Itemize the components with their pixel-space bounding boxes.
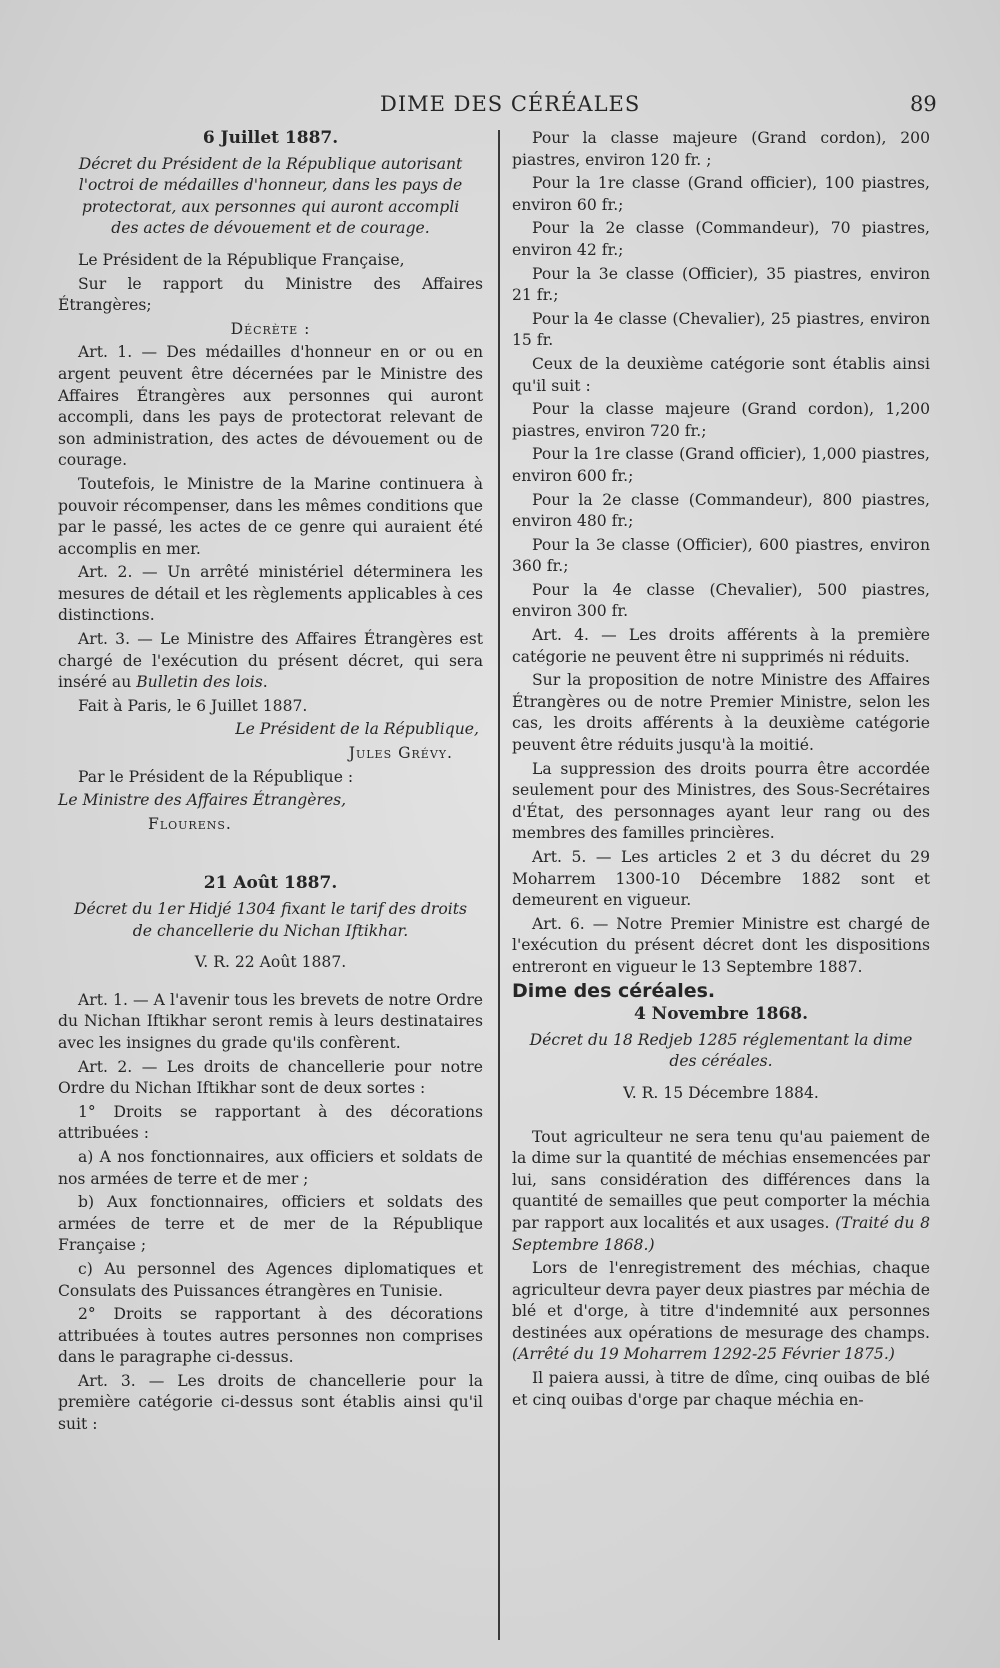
decree-title: Décret du 1er Hidjé 1304 fixant le tarif des droits de chancellerie du Nichan Iftikhar.: [73, 900, 468, 940]
spacer: [58, 976, 483, 990]
decree-title: Décret du 18 Redjeb 1285 réglementant la dime des céréales.: [529, 1030, 913, 1071]
paragraph: [512, 1258, 930, 1366]
article: Art. 1. — Des médailles d'honneur en or ou en argent peuvent être décernées par le Ministre des Affaires Étrangères aux personnes qui auront accompli, dans les pays de protectorat relevant de son administration, des actes de dévouement ou de courage.: [58, 343, 483, 470]
article: Art. 6. — Notre Premier Ministre est chargé de l'exécution du présent décret dont les dispositions entreront en vigueur le 13 Septembre 1887.: [512, 914, 930, 976]
right-column: [512, 128, 930, 1413]
paragraph: Ceux de la deuxième catégorie sont établis ainsi qu'il suit :: [512, 354, 930, 395]
tariff-line: Pour la classe majeure (Grand cordon), 1,200 piastres, environ 720 fr.;: [512, 400, 930, 440]
article-text: Art. 3. — Le Ministre des Affaires Étrangères est chargé de l'exécution du présent décret, qui sera inséré au: [58, 630, 483, 692]
tariff-line: Pour la 4e classe (Chevalier), 500 piastres, environ 300 fr.: [512, 580, 930, 621]
tariff-line: Pour la 2e classe (Commandeur), 800 piastres, environ 480 fr.;: [512, 490, 930, 531]
paragraph: Sur le rapport du Ministre des Affaires Étrangères;: [58, 274, 483, 315]
tariff-line: Pour la classe majeure (Grand cordon), 200 piastres, environ 120 fr. ;: [512, 129, 930, 169]
bulletin-title: Bulletin des lois: [136, 673, 263, 692]
paragraph-text: Lors de l'enregistrement des méchias, chaque agriculteur devra payer deux piastres par méchia de blé et d'orge, à titre d'indemnité aux personnes destinées aux opérations de mesurage des champs.: [512, 1259, 930, 1342]
article-text: .: [262, 673, 268, 692]
running-title: DIME DES CÉRÉALES: [380, 92, 641, 116]
paragraph: [512, 1127, 930, 1257]
paragraph: Par le Président de la République :: [78, 767, 354, 786]
left-column: [58, 128, 483, 1438]
signatory-name: Flourens.: [148, 814, 232, 833]
paragraph: La suppression des droits pourra être accordée seulement pour des Ministres, des Sous-Secrétaires d'État, des personnages ayant leur rang ou des membres des familles princières.: [512, 759, 930, 843]
paragraph: Le Président de la République Française,: [78, 250, 405, 269]
section-title: Dime des céréales.: [512, 979, 716, 1002]
article: Art. 1. — A l'avenir tous les brevets de notre Ordre du Nichan Iftikhar seront remis à leurs destinataires avec les insignes du grade qu'ils confèrent.: [58, 990, 483, 1052]
paragraph: Toutefois, le Ministre de la Marine continuera à pouvoir récompenser, dans les mêmes conditions que par le passé, les actes de ce genre qui auraient été accomplis en mer.: [58, 474, 483, 558]
decree-date: 4 Novembre 1868.: [633, 1004, 809, 1025]
spacer: [512, 1107, 930, 1127]
paragraph: Sur la proposition de notre Ministre des Affaires Étrangères ou de notre Premier Ministre, selon les cas, les droits afférents à la deuxième catégorie peuvent être réduits jusqu'à la moitié.: [512, 671, 930, 755]
article: [58, 629, 483, 694]
tariff-line: Pour la 1re classe (Grand officier), 100 piastres, environ 60 fr.;: [512, 174, 930, 214]
signing-place-date: Fait à Paris, le 6 Juillet 1887.: [78, 696, 308, 715]
article: Art. 3. — Les droits de chancellerie pour la première catégorie ci-dessus sont établis ainsi qu'il suit :: [58, 1371, 483, 1434]
citation: (Arrêté du 19 Moharrem 1292-25 Février 1875.): [512, 1345, 895, 1364]
signatory-role: Le Ministre des Affaires Étrangères,: [58, 791, 347, 810]
paragraph: Il paiera aussi, à titre de dîme, cinq ouibas de blé et cinq ouibas d'orge par chaque méchia en-: [512, 1369, 930, 1409]
citation: (Traité du 8 Septembre 1868.): [512, 1213, 930, 1254]
article: Art. 2. — Les droits de chancellerie pour notre Ordre du Nichan Iftikhar sont de deux sortes :: [58, 1057, 483, 1098]
running-head: [0, 92, 1000, 122]
page-number: 89: [910, 92, 937, 116]
list-item: a) A nos fonctionnaires, aux officiers et soldats de nos armées de terre et de mer ;: [58, 1147, 483, 1188]
decree-title: Décret du Président de la République autorisant l'octroi de médailles d'honneur, dans les pays de protectorat, aux personnes qui auront accompli des actes de dévouement et de courage.: [78, 154, 463, 238]
signatory-name: Jules Grévy.: [348, 744, 453, 763]
list-item: c) Au personnel des Agences diplomatiques et Consulats des Puissances étrangères en Tunisie.: [58, 1259, 483, 1300]
list-item: 1° Droits se rapportant à des décorations attribuées :: [58, 1102, 483, 1143]
list-item: b) Aux fonctionnaires, officiers et soldats des armées de terre et de mer de la République Française ;: [58, 1193, 483, 1255]
reference-line: V. R. 15 Décembre 1884.: [623, 1083, 819, 1102]
article: Art. 2. — Un arrêté ministériel déterminera les mesures de détail et les règlements applicables à ces distinctions.: [58, 563, 483, 625]
tariff-line: Pour la 3e classe (Officier), 600 piastres, environ 360 fr.;: [512, 535, 930, 576]
reference-line: V. R. 22 Août 1887.: [194, 953, 347, 972]
paragraph-text: Tout agriculteur ne sera tenu qu'au paiement de la dime sur la quantité de méchias ensemencées par lui, sans considération des différences dans la quantité de semailles que peut comporter la méchia par rapport aux localités et aux usages.: [512, 1127, 930, 1232]
article: Art. 4. — Les droits afférents à la première catégorie ne peuvent être ni supprimés ni réduits.: [512, 626, 930, 666]
column-divider: [498, 130, 500, 1640]
decrete-heading: Décrète :: [230, 319, 311, 338]
tariff-line: Pour la 4e classe (Chevalier), 25 piastres, environ 15 fr.: [512, 309, 930, 350]
decree-date: 6 Juillet 1887.: [202, 128, 339, 148]
signatory-role: Le Président de la République,: [235, 720, 479, 739]
tariff-line: Pour la 3e classe (Officier), 35 piastres, environ 21 fr.;: [512, 264, 930, 305]
tariff-line: Pour la 2e classe (Commandeur), 70 piastres, environ 42 fr.;: [512, 219, 930, 259]
article: Art. 5. — Les articles 2 et 3 du décret du 29 Moharrem 1300-10 Décembre 1882 sont et demeurent en vigueur.: [512, 848, 930, 910]
list-item: 2° Droits se rapportant à des décorations attribuées à toutes autres personnes non comprises dans le paragraphe ci-dessus.: [58, 1305, 483, 1367]
decree-date: 21 Août 1887.: [203, 873, 338, 894]
tariff-line: Pour la 1re classe (Grand officier), 1,000 piastres, environ 600 fr.;: [512, 445, 930, 485]
